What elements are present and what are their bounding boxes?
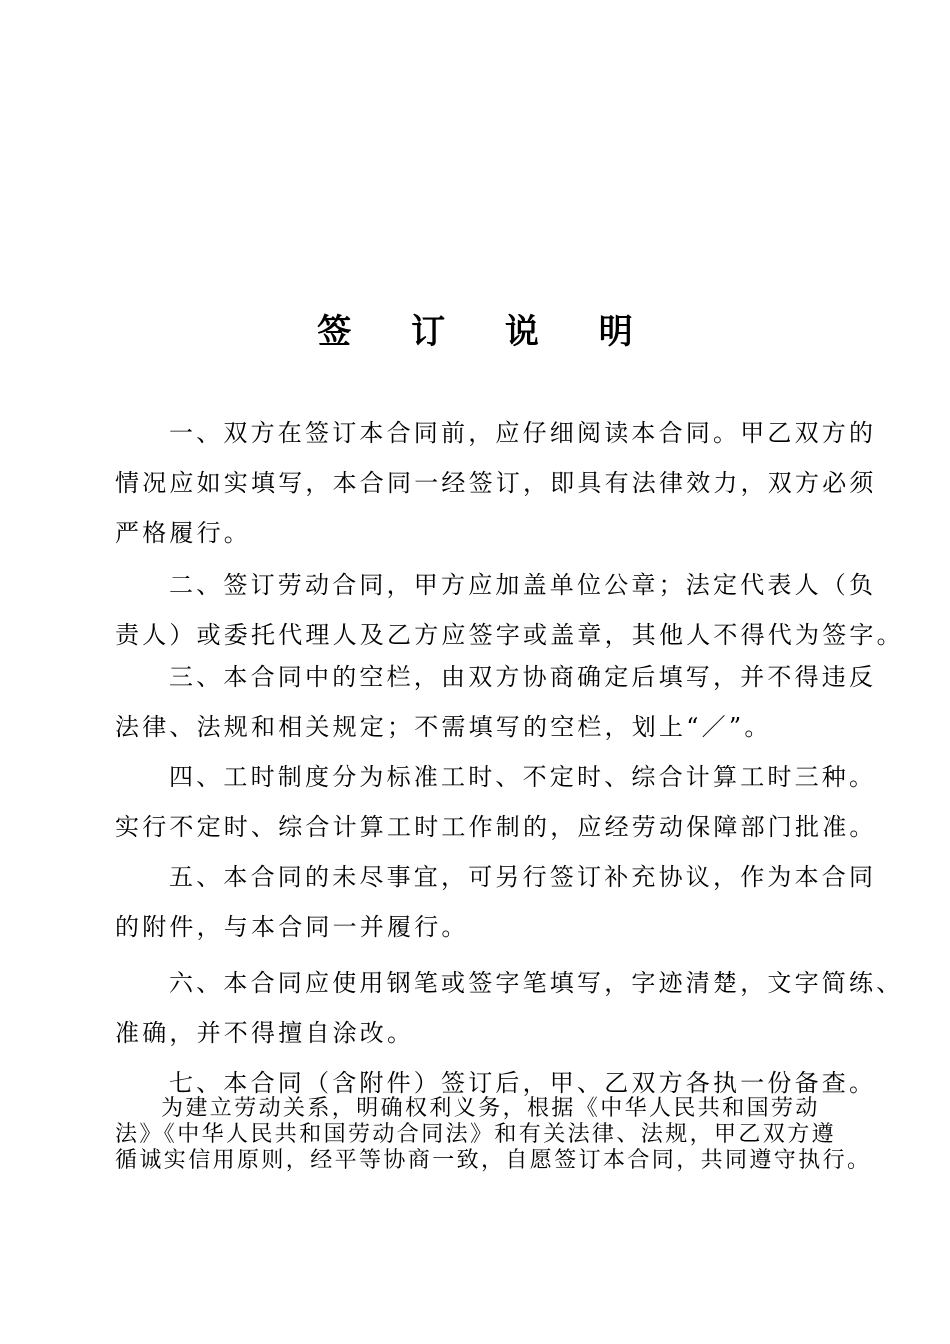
paragraph-line: 实行不定时、综合计算工时工作制的，应经劳动保障部门批准。 (115, 813, 877, 841)
paragraph-line: 七、本合同（含附件）签订后，甲、乙双方各执一份备查。 (169, 1069, 877, 1097)
preamble-line: 法》《中华人民共和国劳动合同法》和有关法律、法规，甲乙双方遵 (115, 1122, 837, 1147)
paragraph-line: 情况应如实填写，本合同一经签订，即具有法律效力，双方必须 (115, 469, 877, 497)
page-title: 签 订 说 明 (317, 312, 657, 352)
instruction-paragraph-2 (115, 560, 904, 660)
instruction-paragraph-4 (115, 752, 877, 852)
paragraph-line: 的附件，与本合同一并履行。 (115, 913, 469, 941)
paragraph-line: 三、本合同中的空栏，由双方协商确定后填写，并不得违反 (169, 663, 877, 691)
paragraph-line: 六、本合同应使用钢笔或签字笔填写，字迹清楚，文字简练、 (169, 969, 904, 997)
paragraph-line: 法律、法规和相关规定；不需填写的空栏，划上“／”。 (115, 713, 772, 741)
paragraph-line: 五、本合同的未尽事宜，可另行签订补充协议，作为本合同 (169, 863, 877, 891)
paragraph-line: 准确，并不得擅自涂改。 (115, 1019, 415, 1047)
instruction-paragraph-3 (115, 652, 877, 752)
instruction-paragraph-5 (115, 852, 877, 952)
contract-preamble (115, 1096, 872, 1174)
paragraph-line: 二、签订劳动合同，甲方应加盖单位公章；法定代表人（负 (169, 571, 877, 599)
paragraph-line: 四、工时制度分为标准工时、不定时、综合计算工时三种。 (169, 763, 877, 791)
preamble-line: 循诚实信用原则，经平等协商一致，自愿签订本合同，共同遵守执行。 (115, 1148, 872, 1173)
preamble-line: 为建立劳动关系，明确权利义务，根据《中华人民共和国劳动 (161, 1096, 820, 1121)
paragraph-line: 一、双方在签订本合同前，应仔细阅读本合同。甲乙双方的 (169, 419, 877, 447)
paragraph-line: 严格履行。 (115, 519, 251, 547)
instruction-paragraph-6 (115, 958, 904, 1058)
paragraph-line: 责人）或委托代理人及乙方应签字或盖章，其他人不得代为签字。 (115, 621, 904, 649)
instruction-paragraph-1 (115, 408, 877, 558)
